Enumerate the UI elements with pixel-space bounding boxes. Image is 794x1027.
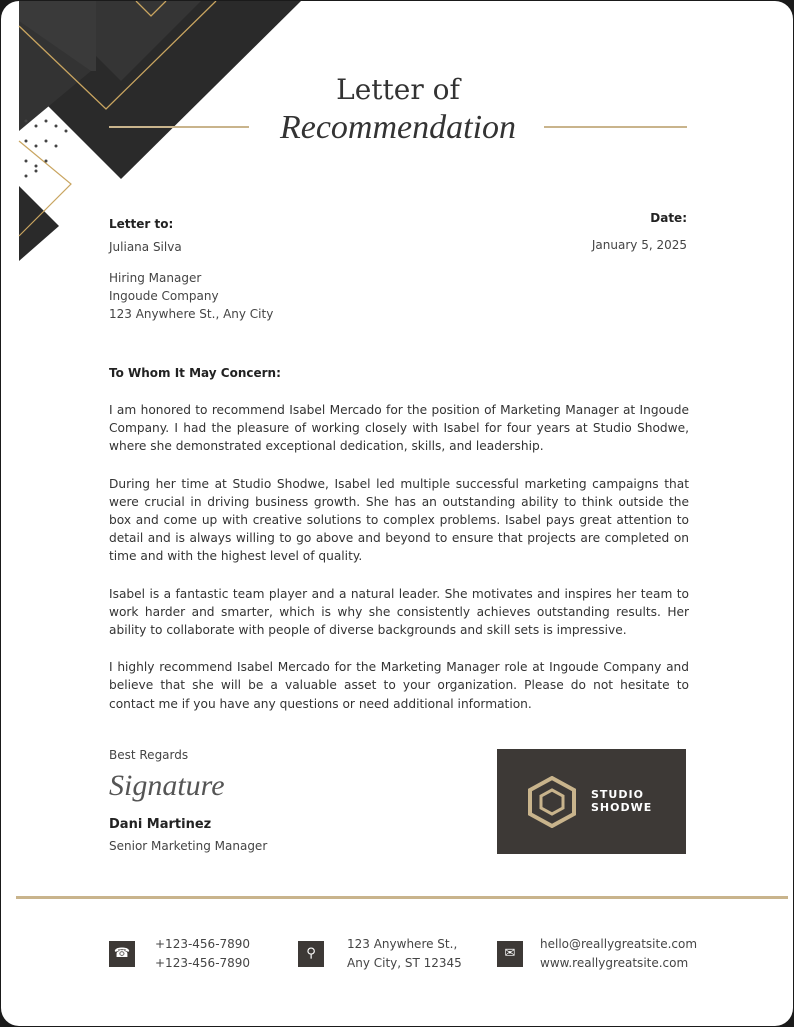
paragraph: Isabel is a fantastic team player and a natural leader. She motivates and inspires her team to work harder and smarter, which is why she consistently achieves outstanding results. Her ability to collaborate with people of diverse backgrounds and skill sets is impressive.	[109, 586, 689, 638]
letter-to-label: Letter to:	[109, 217, 174, 231]
signature: Signature	[109, 769, 225, 802]
letter-page	[1, 1, 793, 1026]
salutation: To Whom It May Concern:	[109, 366, 281, 380]
paragraph: During her time at Studio Shodwe, Isabel led multiple successful marketing campaigns that were crucial in driving business growth. She has an outstanding ability to think outside the box and come up with creative solutions to complex problems. Isabel pays great attention to detail and is always willing to go above and beyond to ensure that projects are completed on time and with the highest level of quality.	[109, 476, 689, 564]
letter-body	[109, 401, 689, 732]
hexagon-logo-icon	[527, 776, 577, 828]
title-line-2: Recommendation	[279, 109, 517, 146]
email-link[interactable]: hello@reallygreatsite.com	[540, 937, 698, 951]
footer-divider	[16, 896, 788, 899]
date-value: January 5, 2025	[591, 238, 687, 252]
logo-text: STUDIO SHODWE	[591, 788, 653, 814]
footer-address: 123 Anywhere St., Any City, ST 12345	[347, 937, 462, 970]
recipient-company: Ingoude Company	[109, 289, 219, 303]
phone-icon: ☎	[109, 941, 135, 967]
mail-icon: ✉	[497, 941, 523, 967]
title-rule-left	[109, 126, 249, 128]
recipient-address: 123 Anywhere St., Any City	[109, 307, 274, 321]
date-label: Date:	[650, 211, 687, 225]
title-rule-right	[544, 126, 687, 128]
footer-phones: +123-456-7890 +123-456-7890	[155, 937, 251, 970]
closing-regards: Best Regards	[109, 748, 189, 762]
signer-name: Dani Martinez	[109, 817, 212, 832]
paragraph: I highly recommend Isabel Mercado for the Marketing Manager role at Ingoude Company and believe that she will be a valuable asset to your organization. Please do not hesitate to contact me if you have any questions or need additional information.	[109, 660, 689, 711]
website-link[interactable]: www.reallygreatsite.com	[540, 956, 689, 970]
recipient-name: Juliana Silva	[109, 240, 182, 254]
location-pin-icon: ⚲	[298, 941, 324, 967]
recipient-title: Hiring Manager	[109, 271, 202, 285]
signer-role: Senior Marketing Manager	[109, 839, 268, 853]
footer-web	[540, 935, 697, 973]
paragraph: I am honored to recommend Isabel Mercado for the position of Marketing Manager at Ingoude Company. I had the pleasure of working closely with Isabel for four years at Studio Shodwe, where she demonstrated exceptional dedication, skills, and leadership.	[109, 403, 689, 454]
studio-shodwe-logo	[497, 749, 686, 854]
title-line-1: Letter of	[336, 73, 460, 106]
